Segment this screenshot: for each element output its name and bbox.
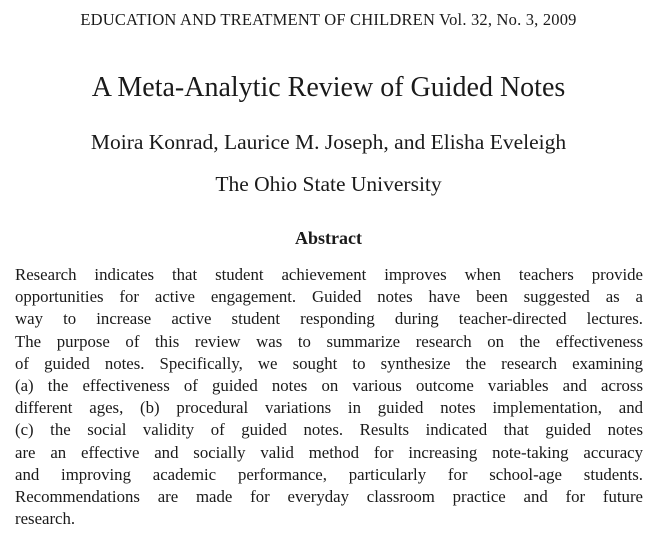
journal-header: EDUCATION AND TREATMENT OF CHILDREN Vol. 32, No. 3, 2009	[80, 10, 577, 29]
abstract-line: way to increase active student responding during teacher-directed lectures.	[15, 309, 643, 329]
abstract-line: opportunities for active engagement. Guided notes have been suggested as a	[15, 287, 643, 307]
abstract-heading: Abstract	[295, 228, 362, 248]
abstract-line: are an effective and socially valid method for increasing note-taking accuracy	[15, 442, 643, 462]
abstract-line: (c) the social validity of guided notes. Results indicated that guided notes	[15, 420, 643, 440]
abstract-body	[15, 264, 643, 530]
abstract-line: Research indicates that student achievement improves when teachers provide	[15, 265, 643, 284]
abstract-line: and improving academic performance, particularly for school-age students.	[15, 464, 643, 484]
authors: Moira Konrad, Laurice M. Joseph, and Elisha Eveleigh	[90, 130, 567, 154]
abstract-line: The purpose of this review was to summarize research on the effectiveness	[15, 331, 643, 351]
abstract-line: of guided notes. Specifically, we sought to synthesize the research examining	[15, 353, 643, 373]
affiliation: The Ohio State University	[215, 172, 442, 196]
abstract-line: research.	[15, 509, 76, 529]
abstract-line: Recommendations are made for everyday classroom practice and for future	[15, 486, 643, 506]
paper-title: A Meta-Analytic Review of Guided Notes	[91, 72, 566, 103]
abstract-line: different ages, (b) procedural variations in guided notes implementation, and	[15, 398, 643, 418]
abstract-line: (a) the effectiveness of guided notes on various outcome variables and across	[15, 375, 643, 395]
